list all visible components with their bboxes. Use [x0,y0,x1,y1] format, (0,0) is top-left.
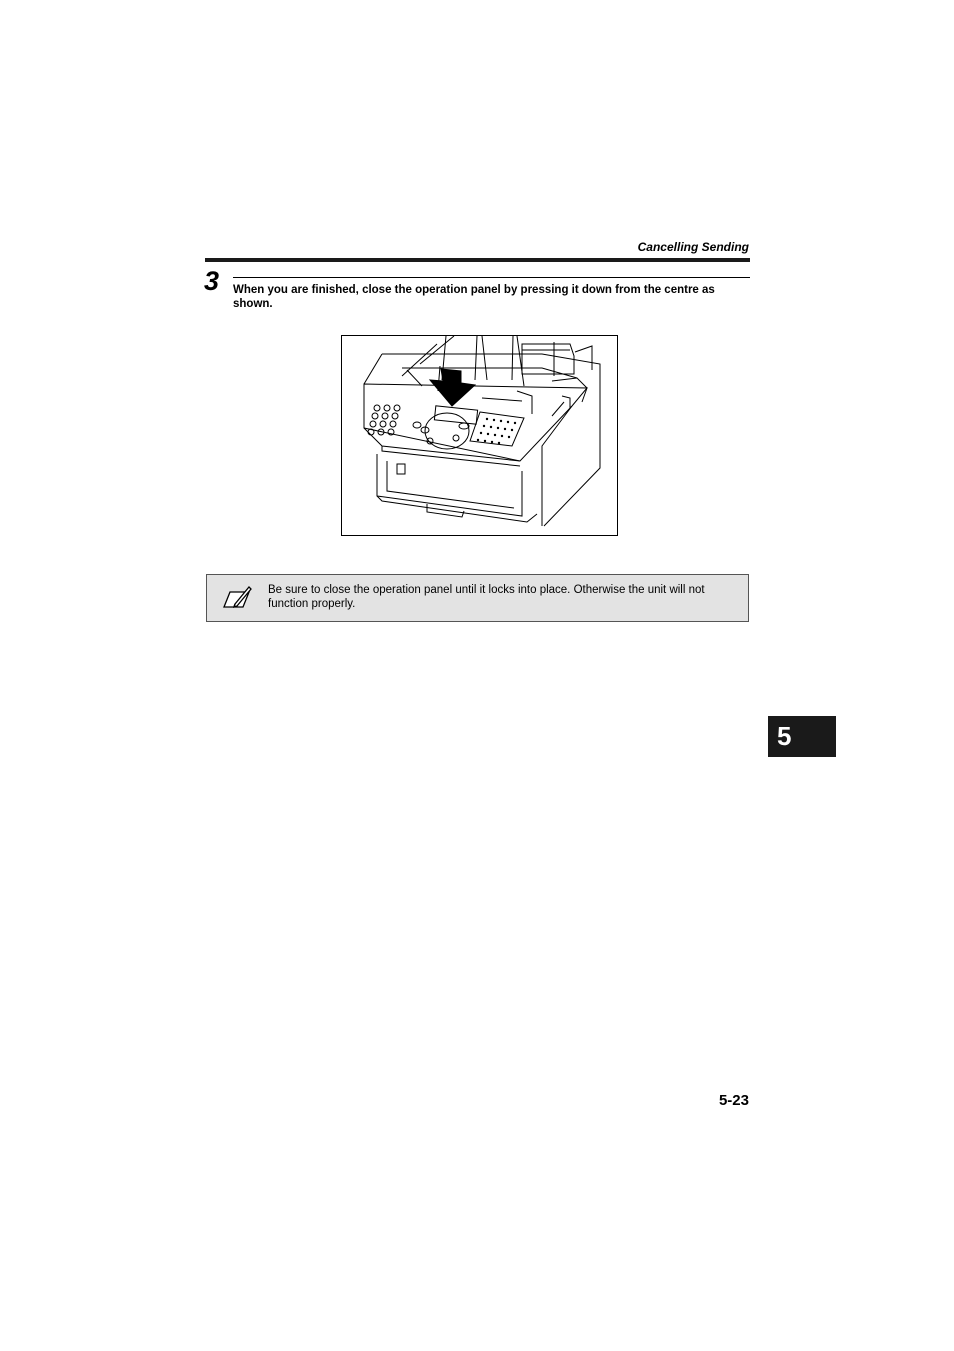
header-rule [205,258,750,262]
note-text: Be sure to close the operation panel until it locks into place. Otherwise the unit will not function properly. [268,584,705,610]
chapter-tab-label: 5 [777,721,792,751]
section-title: Cancelling Sending [637,240,749,254]
chapter-tab [768,716,836,757]
note-box [206,574,749,622]
step-rule [233,277,750,278]
step-instruction: When you are finished, close the operation panel by pressing it down from the centre as shown. [233,284,715,310]
step-number: 3 [204,266,220,296]
page-number: 5-23 [718,1092,749,1109]
note-pencil-icon [221,585,253,611]
fax-machine-illustration [341,335,618,536]
